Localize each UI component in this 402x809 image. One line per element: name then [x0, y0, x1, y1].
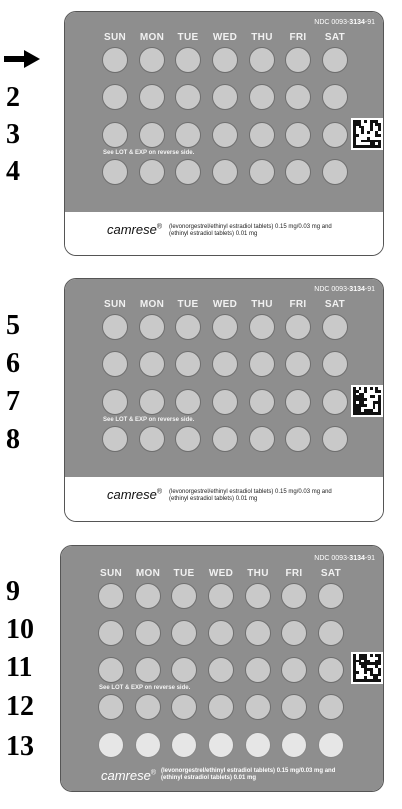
pill[interactable]: [98, 657, 124, 683]
pill[interactable]: [285, 47, 311, 73]
pill[interactable]: [245, 583, 271, 609]
pill[interactable]: [175, 159, 201, 185]
datamatrix-module: [378, 134, 381, 137]
pill[interactable]: [102, 122, 128, 148]
pill[interactable]: [281, 694, 307, 720]
lot-exp-note: See LOT & EXP on reverse side.: [99, 685, 191, 691]
low-dose-pill[interactable]: [245, 732, 271, 758]
datamatrix-module: [361, 131, 364, 134]
pill[interactable]: [139, 389, 165, 415]
datamatrix-module: [378, 390, 381, 393]
card-label: [65, 212, 383, 255]
datamatrix-module: [378, 679, 381, 682]
product-description: (levonorgestrel/ethinyl estradiol tablets) 0.15 mg/0.03 mg and (ethinyl estradiol tablets) 0.01 mg: [161, 768, 336, 782]
pill[interactable]: [212, 47, 238, 73]
pill[interactable]: [98, 583, 124, 609]
pill[interactable]: [139, 351, 165, 377]
datamatrix-module: [373, 395, 376, 398]
row-label-3: 3: [6, 119, 20, 150]
row-label-8: 8: [6, 424, 20, 455]
pill[interactable]: [249, 389, 275, 415]
pill[interactable]: [318, 694, 344, 720]
pill[interactable]: [249, 426, 275, 452]
low-dose-pill[interactable]: [98, 732, 124, 758]
pill[interactable]: [285, 314, 311, 340]
product-description: (levonorgestrel/ethinyl estradiol tablets) 0.15 mg/0.03 mg and (ethinyl estradiol tablets) 0.01 mg: [169, 224, 332, 238]
day-header-sat: SAT: [320, 568, 342, 579]
pill[interactable]: [249, 351, 275, 377]
brand-name: camrese®: [107, 222, 163, 237]
pill[interactable]: [171, 620, 197, 646]
datamatrix-module: [370, 387, 373, 390]
pill[interactable]: [212, 159, 238, 185]
row-label-5: 5: [6, 310, 20, 341]
datamatrix-module: [364, 671, 367, 674]
pill[interactable]: [175, 389, 201, 415]
day-header-fri: FRI: [285, 568, 303, 579]
day-header-sat: SAT: [324, 32, 346, 43]
pill[interactable]: [175, 426, 201, 452]
datamatrix-module: [364, 390, 367, 393]
datamatrix-code: [351, 385, 383, 417]
row-label-7: 7: [6, 386, 20, 417]
pill[interactable]: [139, 159, 165, 185]
ndc-number: NDC 0093-3134-91: [314, 19, 375, 26]
row-label-4: 4: [6, 156, 20, 187]
pill[interactable]: [212, 314, 238, 340]
product-description: (levonorgestrel/ethinyl estradiol tablets) 0.15 mg/0.03 mg and (ethinyl estradiol tablets) 0.01 mg: [169, 489, 332, 503]
pill[interactable]: [322, 84, 348, 110]
ndc-number: NDC 0093-3134-91: [314, 286, 375, 293]
day-header-mon: MON: [135, 568, 161, 579]
day-header-tue: TUE: [177, 32, 199, 43]
row-label-9: 9: [6, 576, 20, 607]
day-header-tue: TUE: [173, 568, 195, 579]
pill[interactable]: [322, 159, 348, 185]
pill[interactable]: [139, 122, 165, 148]
pill[interactable]: [249, 159, 275, 185]
pill[interactable]: [139, 314, 165, 340]
pill[interactable]: [135, 694, 161, 720]
pill[interactable]: [171, 657, 197, 683]
row-label-6: 6: [6, 348, 20, 379]
day-header-sun: SUN: [103, 299, 126, 310]
pill[interactable]: [175, 122, 201, 148]
pill[interactable]: [175, 314, 201, 340]
day-header-sun: SUN: [99, 568, 122, 579]
pill[interactable]: [208, 657, 234, 683]
pill[interactable]: [212, 426, 238, 452]
pill[interactable]: [322, 314, 348, 340]
pill[interactable]: [102, 84, 128, 110]
card-label: [65, 477, 383, 521]
row-label-11: 11: [6, 652, 33, 683]
row-label-2: 2: [6, 82, 20, 113]
lot-exp-note: See LOT & EXP on reverse side.: [103, 417, 195, 423]
pill[interactable]: [318, 657, 344, 683]
pill[interactable]: [208, 694, 234, 720]
datamatrix-module: [378, 674, 381, 677]
pill[interactable]: [175, 47, 201, 73]
blister-card-3: [60, 545, 384, 792]
pill[interactable]: [245, 620, 271, 646]
pill[interactable]: [285, 159, 311, 185]
row-label-13: 13: [6, 731, 34, 762]
low-dose-pill[interactable]: [171, 732, 197, 758]
arrow-right-icon: [4, 50, 40, 68]
datamatrix-module: [378, 128, 381, 131]
pill[interactable]: [249, 84, 275, 110]
datamatrix-module: [356, 134, 359, 137]
row-label-10: 10: [6, 614, 34, 645]
pill[interactable]: [285, 122, 311, 148]
day-header-thu: THU: [251, 32, 273, 43]
pill[interactable]: [98, 620, 124, 646]
datamatrix-module: [378, 145, 381, 148]
datamatrix-module: [367, 131, 370, 134]
pill[interactable]: [281, 657, 307, 683]
pill[interactable]: [208, 583, 234, 609]
pill[interactable]: [175, 84, 201, 110]
pill[interactable]: [102, 47, 128, 73]
datamatrix-module: [378, 412, 381, 415]
lot-exp-note: See LOT & EXP on reverse side.: [103, 150, 195, 156]
pill[interactable]: [175, 351, 201, 377]
pill[interactable]: [249, 47, 275, 73]
pill[interactable]: [102, 426, 128, 452]
pill[interactable]: [139, 84, 165, 110]
pill[interactable]: [212, 389, 238, 415]
datamatrix-module: [356, 671, 359, 674]
datamatrix-module: [364, 120, 367, 123]
brand-name: camrese®: [107, 487, 163, 502]
pill[interactable]: [285, 389, 311, 415]
pill[interactable]: [212, 84, 238, 110]
brand-name: camrese®: [101, 768, 157, 783]
pill[interactable]: [102, 314, 128, 340]
pill[interactable]: [318, 583, 344, 609]
pill[interactable]: [135, 620, 161, 646]
pill[interactable]: [135, 583, 161, 609]
blister-card-1: [64, 11, 384, 256]
day-header-wed: WED: [212, 299, 238, 310]
day-header-mon: MON: [139, 32, 165, 43]
pill[interactable]: [322, 122, 348, 148]
day-header-fri: FRI: [289, 299, 307, 310]
day-header-sat: SAT: [324, 299, 346, 310]
low-dose-pill[interactable]: [281, 732, 307, 758]
pill[interactable]: [212, 122, 238, 148]
day-header-sun: SUN: [103, 32, 126, 43]
pill[interactable]: [322, 389, 348, 415]
pill[interactable]: [249, 314, 275, 340]
low-dose-pill[interactable]: [208, 732, 234, 758]
pill[interactable]: [135, 657, 161, 683]
low-dose-pill[interactable]: [135, 732, 161, 758]
pill[interactable]: [318, 620, 344, 646]
day-header-wed: WED: [212, 32, 238, 43]
pill[interactable]: [212, 351, 238, 377]
pill[interactable]: [322, 47, 348, 73]
pill[interactable]: [249, 122, 275, 148]
pill[interactable]: [285, 351, 311, 377]
datamatrix-code: [351, 652, 383, 684]
datamatrix-module: [359, 387, 362, 390]
pill[interactable]: [281, 620, 307, 646]
pill[interactable]: [322, 351, 348, 377]
day-header-thu: THU: [247, 568, 269, 579]
datamatrix-module: [364, 404, 367, 407]
pill[interactable]: [171, 694, 197, 720]
pill[interactable]: [102, 351, 128, 377]
day-header-thu: THU: [251, 299, 273, 310]
pill[interactable]: [281, 583, 307, 609]
low-dose-pill[interactable]: [318, 732, 344, 758]
pill[interactable]: [208, 620, 234, 646]
day-header-wed: WED: [208, 568, 234, 579]
pill[interactable]: [171, 583, 197, 609]
datamatrix-module: [364, 398, 367, 401]
datamatrix-module: [370, 654, 373, 657]
blister-card-2: [64, 278, 384, 522]
pill[interactable]: [139, 47, 165, 73]
pill[interactable]: [102, 159, 128, 185]
datamatrix-code: [351, 118, 383, 150]
row-label-12: 12: [6, 691, 34, 722]
ndc-number: NDC 0093-3134-91: [314, 555, 375, 562]
datamatrix-module: [370, 128, 373, 131]
day-header-tue: TUE: [177, 299, 199, 310]
pill[interactable]: [285, 84, 311, 110]
pill[interactable]: [102, 389, 128, 415]
pill[interactable]: [245, 694, 271, 720]
datamatrix-module: [378, 662, 381, 665]
datamatrix-module: [373, 407, 376, 410]
pill[interactable]: [139, 426, 165, 452]
pill[interactable]: [322, 426, 348, 452]
day-header-fri: FRI: [289, 32, 307, 43]
pill[interactable]: [98, 694, 124, 720]
day-header-mon: MON: [139, 299, 165, 310]
pill[interactable]: [285, 426, 311, 452]
pill[interactable]: [245, 657, 271, 683]
